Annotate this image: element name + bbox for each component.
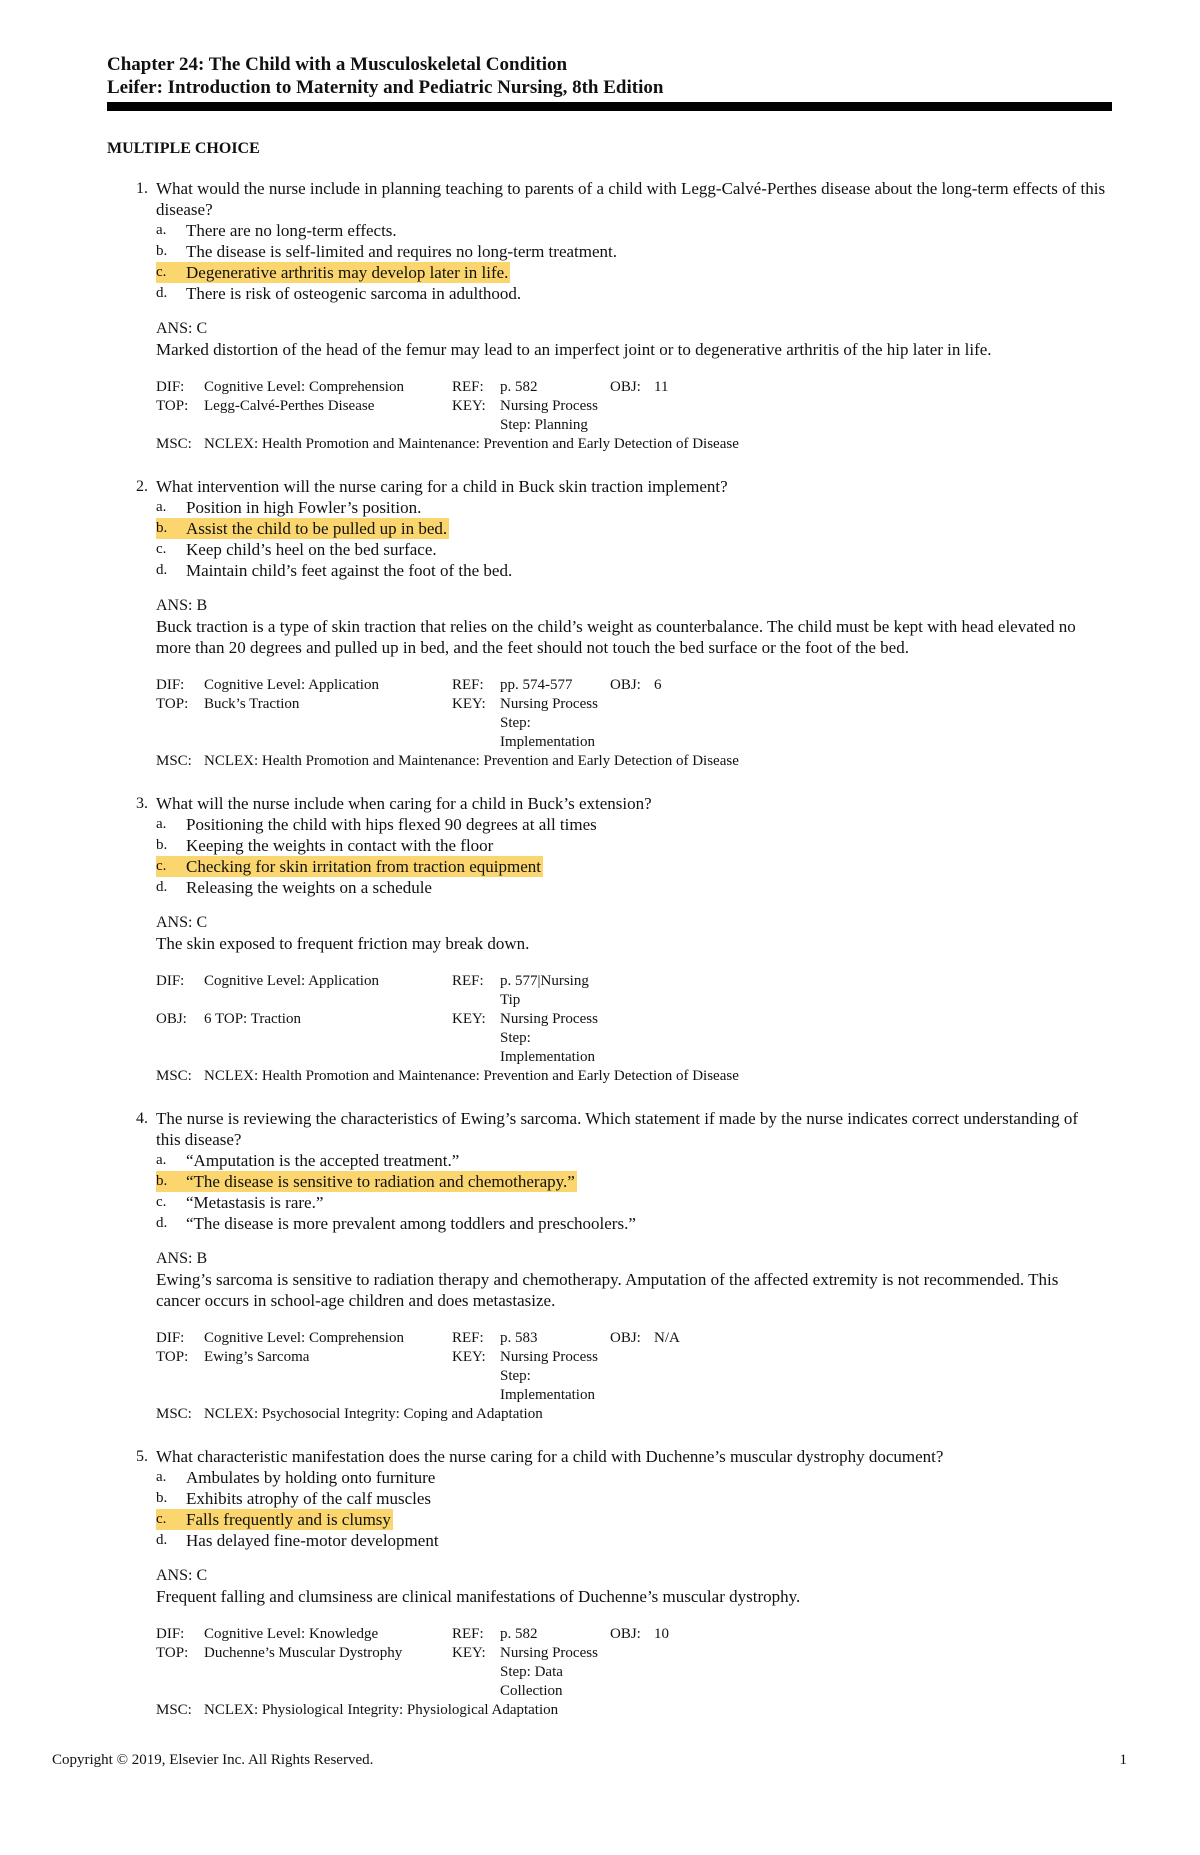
question-number: 1. <box>136 180 148 197</box>
question-number: 2. <box>136 478 148 495</box>
metadata-value: Legg-Calvé-Perthes Disease <box>204 398 375 414</box>
answer-option <box>156 877 1112 898</box>
answer-option <box>156 1488 1112 1509</box>
chapter-title: Chapter 24: The Child with a Musculoskeletal Condition <box>107 54 568 75</box>
question-number: 3. <box>136 795 148 812</box>
option-letter: a. <box>156 499 167 515</box>
answer-option <box>156 1530 1112 1551</box>
metadata-label: MSC: <box>156 436 192 452</box>
option-letter: d. <box>156 562 168 578</box>
question-stem <box>107 1446 1112 1467</box>
question-metadata <box>156 378 1112 454</box>
option-letter: a. <box>156 816 167 832</box>
option-letter: c. <box>156 264 167 280</box>
option-letter: b. <box>156 1173 168 1189</box>
answer-option <box>156 283 1112 304</box>
answer-option <box>156 1213 1112 1234</box>
metadata-label: REF: <box>452 1330 484 1346</box>
option-letter: a. <box>156 222 167 238</box>
answer-options <box>156 220 1112 304</box>
option-text: “The disease is sensitive to radiation and chemotherapy.” <box>186 1172 575 1191</box>
metadata-label: KEY: <box>452 1011 486 1027</box>
answer-key: ANS: C <box>156 1567 208 1584</box>
question-block <box>107 1108 1112 1424</box>
answer-option <box>156 241 1112 262</box>
answer-options <box>156 1467 1112 1551</box>
answer-key: ANS: B <box>156 597 208 614</box>
option-letter: c. <box>156 1194 167 1210</box>
metadata-value: NCLEX: Physiological Integrity: Physiological Adaptation <box>204 1702 559 1718</box>
answer-key: ANS: C <box>156 320 208 337</box>
header-rule <box>107 102 1112 111</box>
answer-option <box>156 497 1112 518</box>
question-list <box>107 178 1112 1742</box>
option-text: Maintain child’s feet against the foot of the bed. <box>186 561 513 580</box>
question-block <box>107 476 1112 771</box>
answer-option <box>156 539 1112 560</box>
answer-option <box>156 1150 1112 1171</box>
metadata-value: 11 <box>654 379 669 395</box>
answer-option <box>156 220 1112 241</box>
answer-option <box>156 1192 1112 1213</box>
question-metadata <box>156 676 1112 771</box>
metadata-label: MSC: <box>156 1406 192 1422</box>
option-text: Keeping the weights in contact with the floor <box>186 836 494 855</box>
rationale: Frequent falling and clumsiness are clinical manifestations of Duchenne’s muscular dystrophy. <box>156 1587 801 1606</box>
option-letter: b. <box>156 837 168 853</box>
metadata-value: p. 577|Nursing Tip <box>500 973 589 1008</box>
option-text: “Metastasis is rare.” <box>186 1193 324 1212</box>
option-text: The disease is self-limited and requires no long-term treatment. <box>186 242 618 261</box>
highlighted-answer <box>156 518 449 539</box>
answer-option <box>156 1467 1112 1488</box>
metadata-label: KEY: <box>452 1349 486 1365</box>
question-text: The nurse is reviewing the characteristics of Ewing’s sarcoma. Which statement if made by the nurse indicates correct understanding of this disease? <box>156 1109 1079 1149</box>
metadata-label: OBJ: <box>610 677 641 693</box>
metadata-label: KEY: <box>452 696 486 712</box>
metadata-row <box>156 1010 1112 1067</box>
option-text: Position in high Fowler’s position. <box>186 498 422 517</box>
metadata-label: REF: <box>452 973 484 989</box>
metadata-value: 10 <box>654 1626 669 1642</box>
answer-options <box>156 497 1112 581</box>
option-letter: d. <box>156 285 168 301</box>
question-stem <box>107 476 1112 497</box>
rationale: Buck traction is a type of skin traction that relies on the child’s weight as counterbalance. The child must be kept with head elevated no more than 20 degrees and pulled up in bed, and the feet should not touch the bed surface or the foot of the bed. <box>156 617 1076 657</box>
metadata-value: p. 582 <box>500 379 538 395</box>
metadata-value: Buck’s Traction <box>204 696 300 712</box>
metadata-value: NCLEX: Psychosocial Integrity: Coping and Adaptation <box>204 1406 543 1422</box>
highlighted-answer <box>156 856 543 877</box>
metadata-value: NCLEX: Health Promotion and Maintenance: Prevention and Early Detection of Disease <box>204 436 739 452</box>
rationale: The skin exposed to frequent friction may break down. <box>156 934 530 953</box>
answer-options <box>156 1150 1112 1234</box>
metadata-value: Cognitive Level: Application <box>204 973 379 989</box>
option-letter: d. <box>156 879 168 895</box>
answer-option <box>156 560 1112 581</box>
metadata-row <box>156 1405 1112 1424</box>
metadata-row <box>156 1329 1112 1348</box>
rationale: Ewing’s sarcoma is sensitive to radiation therapy and chemotherapy. Amputation of the affected extremity is not recommended. This cancer occurs in school-age children and does metastasize. <box>156 1270 1059 1310</box>
question-stem <box>107 793 1112 814</box>
metadata-row <box>156 972 1112 1010</box>
answer-option <box>156 1509 1112 1530</box>
answer-option <box>156 262 1112 283</box>
option-text: Positioning the child with hips flexed 90 degrees at all times <box>186 815 597 834</box>
question-stem <box>107 1108 1112 1150</box>
option-text: Exhibits atrophy of the calf muscles <box>186 1489 432 1508</box>
option-letter: b. <box>156 1490 168 1506</box>
metadata-value: NCLEX: Health Promotion and Maintenance: Prevention and Early Detection of Disease <box>204 1068 739 1084</box>
option-text: Keep child’s heel on the bed surface. <box>186 540 437 559</box>
question-text: What would the nurse include in planning teaching to parents of a child with Legg-Calvé-Perthes disease about the long-term effects of this disease? <box>156 179 1106 219</box>
metadata-row <box>156 1348 1112 1405</box>
metadata-label: DIF: <box>156 1330 185 1346</box>
option-text: Checking for skin irritation from traction equipment <box>186 857 542 876</box>
metadata-value: pp. 574-577 <box>500 677 573 693</box>
question-block <box>107 178 1112 454</box>
metadata-label: OBJ: <box>610 379 641 395</box>
metadata-label: DIF: <box>156 1626 185 1642</box>
metadata-value: p. 583 <box>500 1330 538 1346</box>
option-letter: c. <box>156 858 167 874</box>
highlighted-answer <box>156 1509 393 1530</box>
question-number: 4. <box>136 1110 148 1127</box>
metadata-label: REF: <box>452 677 484 693</box>
answer-key: ANS: C <box>156 914 208 931</box>
option-letter: c. <box>156 541 167 557</box>
metadata-row <box>156 1067 1112 1086</box>
metadata-row <box>156 1625 1112 1644</box>
answer-option <box>156 856 1112 877</box>
metadata-row <box>156 397 1112 435</box>
option-letter: a. <box>156 1152 167 1168</box>
metadata-value: p. 582 <box>500 1626 538 1642</box>
metadata-label: MSC: <box>156 1702 192 1718</box>
metadata-value: 6 <box>654 677 662 693</box>
metadata-label: OBJ: <box>610 1330 641 1346</box>
answer-option <box>156 835 1112 856</box>
metadata-row <box>156 695 1112 752</box>
option-text: There are no long-term effects. <box>186 221 397 240</box>
option-text: Falls frequently and is clumsy <box>186 1510 391 1529</box>
option-letter: b. <box>156 243 168 259</box>
metadata-row <box>156 752 1112 771</box>
question-text: What intervention will the nurse caring for a child in Buck skin traction implement? <box>156 477 728 496</box>
highlighted-answer <box>156 262 510 283</box>
metadata-value: N/A <box>654 1330 680 1346</box>
option-text: There is risk of osteogenic sarcoma in adulthood. <box>186 284 522 303</box>
option-letter: c. <box>156 1511 167 1527</box>
metadata-value: Cognitive Level: Application <box>204 677 379 693</box>
option-text: Degenerative arthritis may develop later in life. <box>186 263 509 282</box>
metadata-value: NCLEX: Health Promotion and Maintenance: Prevention and Early Detection of Disease <box>204 753 739 769</box>
copyright-text: Copyright © 2019, Elsevier Inc. All Rights Reserved. <box>52 1752 374 1768</box>
metadata-label: MSC: <box>156 1068 192 1084</box>
page-footer <box>52 1752 1127 1769</box>
metadata-label: REF: <box>452 379 484 395</box>
metadata-label: KEY: <box>452 1645 486 1661</box>
metadata-value: Nursing Process Step: Implementation <box>500 696 598 750</box>
metadata-label: TOP: <box>156 1645 189 1661</box>
question-block <box>107 1446 1112 1720</box>
metadata-row <box>156 1701 1112 1720</box>
question-text: What characteristic manifestation does the nurse caring for a child with Duchenne’s muscular dystrophy document? <box>156 1447 944 1466</box>
option-text: “The disease is more prevalent among toddlers and preschoolers.” <box>186 1214 636 1233</box>
option-text: “Amputation is the accepted treatment.” <box>186 1151 460 1170</box>
metadata-label: DIF: <box>156 973 185 989</box>
metadata-label: OBJ: <box>610 1626 641 1642</box>
metadata-value: Cognitive Level: Knowledge <box>204 1626 379 1642</box>
metadata-value: 6 TOP: Traction <box>204 1011 301 1027</box>
option-letter: a. <box>156 1469 167 1485</box>
metadata-value: Nursing Process Step: Data Collection <box>500 1645 598 1699</box>
metadata-value: Nursing Process Step: Planning <box>500 398 598 433</box>
metadata-row <box>156 1644 1112 1701</box>
metadata-label: DIF: <box>156 677 185 693</box>
option-text: Ambulates by holding onto furniture <box>186 1468 436 1487</box>
answer-option <box>156 1171 1112 1192</box>
option-text: Releasing the weights on a schedule <box>186 878 432 897</box>
metadata-label: DIF: <box>156 379 185 395</box>
question-metadata <box>156 972 1112 1086</box>
section-title: MULTIPLE CHOICE <box>107 140 260 157</box>
metadata-value: Duchenne’s Muscular Dystrophy <box>204 1645 403 1661</box>
metadata-row <box>156 435 1112 454</box>
metadata-row <box>156 378 1112 397</box>
option-letter: d. <box>156 1532 168 1548</box>
rationale: Marked distortion of the head of the femur may lead to an imperfect joint or to degenerative arthritis of the hip later in life. <box>156 340 992 359</box>
option-text: Has delayed fine-motor development <box>186 1531 439 1550</box>
page-header <box>107 53 1112 111</box>
highlighted-answer <box>156 1171 577 1192</box>
metadata-value: Nursing Process Step: Implementation <box>500 1349 598 1403</box>
answer-key: ANS: B <box>156 1250 208 1267</box>
question-text: What will the nurse include when caring for a child in Buck’s extension? <box>156 794 652 813</box>
question-metadata <box>156 1625 1112 1720</box>
answer-option <box>156 518 1112 539</box>
answer-option <box>156 814 1112 835</box>
metadata-value: Cognitive Level: Comprehension <box>204 379 404 395</box>
question-stem <box>107 178 1112 220</box>
metadata-value: Nursing Process Step: Implementation <box>500 1011 598 1065</box>
metadata-label: OBJ: <box>156 1011 187 1027</box>
page-number: 1 <box>1119 1752 1127 1768</box>
metadata-label: KEY: <box>452 398 486 414</box>
question-block <box>107 793 1112 1086</box>
metadata-label: TOP: <box>156 696 189 712</box>
book-title: Leifer: Introduction to Maternity and Pediatric Nursing, 8th Edition <box>107 77 664 98</box>
metadata-label: TOP: <box>156 1349 189 1365</box>
option-letter: d. <box>156 1215 168 1231</box>
question-number: 5. <box>136 1448 148 1465</box>
metadata-label: TOP: <box>156 398 189 414</box>
metadata-label: REF: <box>452 1626 484 1642</box>
metadata-row <box>156 676 1112 695</box>
option-letter: b. <box>156 520 168 536</box>
answer-options <box>156 814 1112 898</box>
metadata-value: Ewing’s Sarcoma <box>204 1349 310 1365</box>
metadata-value: Cognitive Level: Comprehension <box>204 1330 404 1346</box>
question-metadata <box>156 1329 1112 1424</box>
option-text: Assist the child to be pulled up in bed. <box>186 519 448 538</box>
metadata-label: MSC: <box>156 753 192 769</box>
